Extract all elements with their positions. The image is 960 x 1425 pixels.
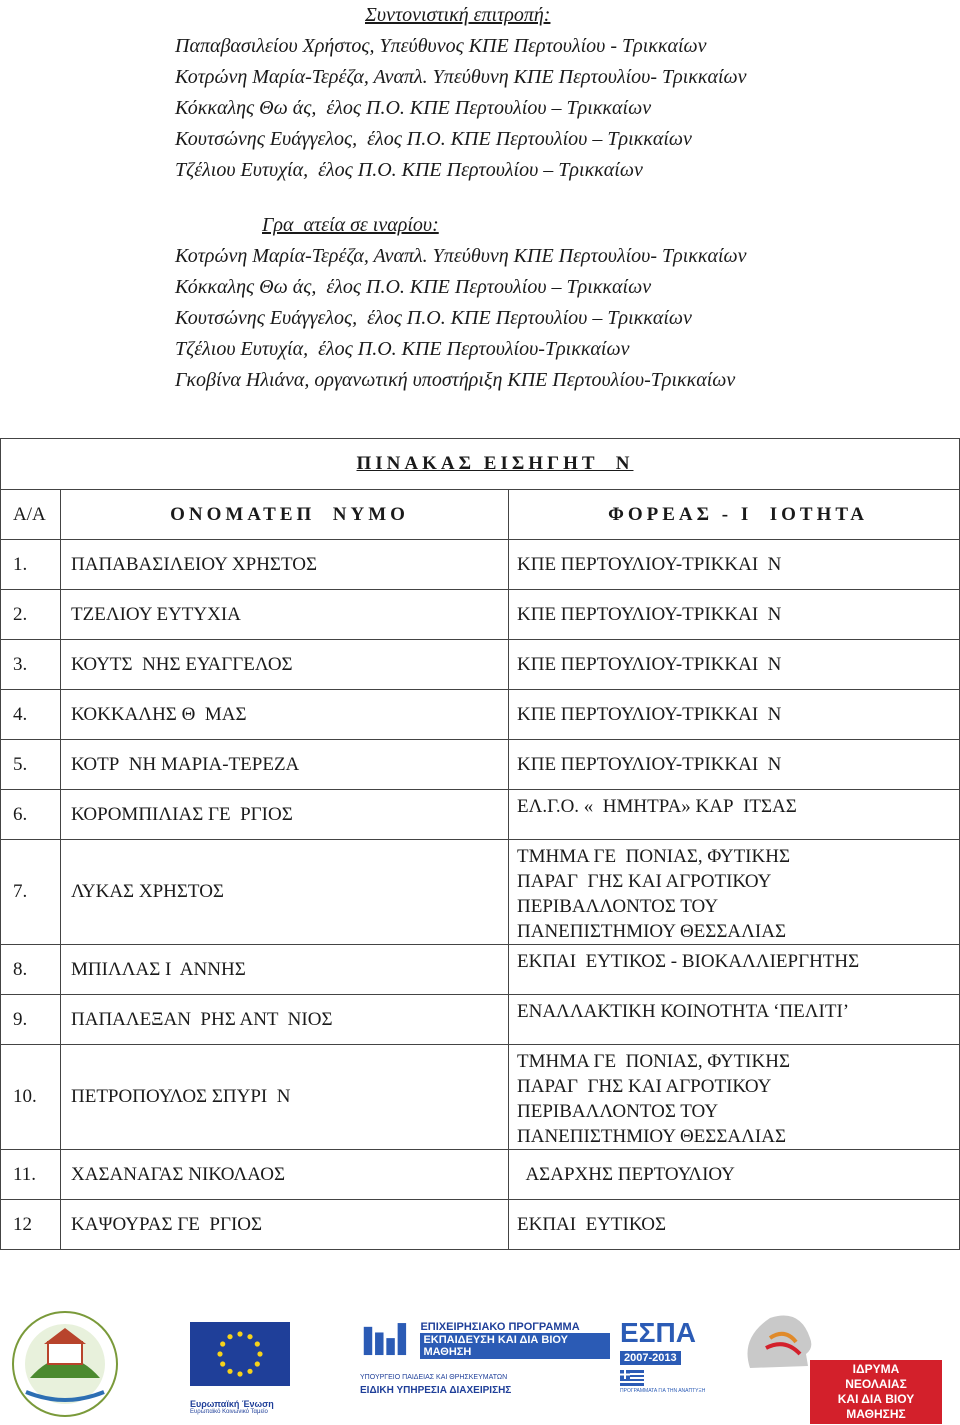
- eu-star-icon: [237, 1331, 242, 1336]
- table-row: [1, 1150, 960, 1200]
- coordination-line: Τζέλιου Ευτυχία, έλος Π.Ο. ΚΠΕ Περτουλίου – Τρικκαίων: [175, 159, 643, 181]
- greek-flag-icon: [620, 1370, 644, 1386]
- header-org: ΦΟΡΕΑΣ - Ι ΙΟΤΗΤΑ: [509, 490, 960, 540]
- row-name: ΚΟΤΡ ΝΗ ΜΑΡΙΑ-ΤΕΡΕΖΑ: [61, 740, 509, 790]
- row-number: 10.: [1, 1045, 61, 1150]
- eu-star-icon: [255, 1341, 260, 1346]
- table-title: ΠΙΝΑΚΑΣ ΕΙΣΗΓΗΤ Ν: [356, 453, 634, 474]
- organization-line: ΕΚΠΑΙ ΕΥΤΙΚΟΣ: [517, 1214, 667, 1235]
- secretariat-heading: Γρα ατεία σε ιναρίου:: [262, 214, 439, 236]
- table-row: [1, 790, 960, 840]
- eu-star-icon: [255, 1361, 260, 1366]
- inedivim-line2: ΝΕΟΛΑΙΑΣ: [845, 1377, 907, 1391]
- table-row: [1, 840, 960, 945]
- organization-line: ΠΑΡΑΓ ΓΗΣ ΚΑΙ ΑΓΡΟΤΙΚΟΥ: [517, 871, 772, 892]
- eu-star-icon: [247, 1369, 252, 1374]
- organization-line: ΚΠΕ ΠΕΡΤΟΥΛΙΟΥ-ΤΡΙΚΚΑΙ Ν: [517, 604, 782, 625]
- row-organization: [509, 995, 960, 1045]
- coordination-line: Κοτρώνη Μαρία-Τερέζα, Αναπλ. Υπεύθυνη ΚΠΕ Περτουλίου- Τρικκαίων: [175, 66, 747, 88]
- row-number: 1.: [1, 540, 61, 590]
- table-row: [1, 690, 960, 740]
- row-number: 11.: [1, 1150, 61, 1200]
- espa-years: 2007-2013: [620, 1351, 681, 1365]
- row-organization: [509, 540, 960, 590]
- eu-flag-logo: [190, 1322, 320, 1422]
- programme-line2: ΕΚΠΑΙΔΕΥΣΗ ΚΑΙ ΔΙΑ ΒΙΟΥ ΜΑΘΗΣΗ: [420, 1333, 610, 1359]
- ministry-line: ΥΠΟΥΡΓΕΙΟ ΠΑΙΔΕΙΑΣ ΚΑΙ ΘΡΗΣΚΕΥΜΑΤΩΝ: [360, 1374, 508, 1381]
- eu-star-icon: [220, 1341, 225, 1346]
- secretariat-line: Κόκκαλης Θω άς, έλος Π.Ο. ΚΠΕ Περτουλίου – Τρικκαίων: [175, 276, 652, 298]
- table-row: [1, 540, 960, 590]
- row-number: 6.: [1, 790, 61, 840]
- table-row: [1, 995, 960, 1045]
- ministry-sub: ΕΙΔΙΚΗ ΥΠΗΡΕΣΙΑ ΔΙΑΧΕΙΡΙΣΗΣ: [360, 1385, 512, 1396]
- secretariat-section: [175, 210, 747, 396]
- logos-strip: [0, 1300, 960, 1425]
- organization-line: ΠΕΡΙΒΑΛΛΟΝΤΟΣ ΤΟΥ: [517, 1101, 719, 1122]
- coordination-line: Κόκκαλης Θω άς, έλος Π.Ο. ΚΠΕ Περτουλίου – Τρικκαίων: [175, 97, 652, 119]
- organization-line: ΠΕΡΙΒΑΛΛΟΝΤΟΣ ΤΟΥ: [517, 896, 719, 917]
- row-organization: [509, 1045, 960, 1150]
- inedivim-logo: [720, 1308, 960, 1423]
- header-name: ΟΝΟΜΑΤΕΠ ΝΥΜΟ: [61, 490, 509, 540]
- row-name: ΚΟΚΚΑΛΗΣ Θ ΜΑΣ: [61, 690, 509, 740]
- eu-star-icon: [220, 1361, 225, 1366]
- row-organization: [509, 945, 960, 995]
- row-organization: [509, 690, 960, 740]
- coordination-line: Παπαβασιλείου Χρήστος, Υπεύθυνος ΚΠΕ Περτουλίου - Τρικκαίων: [175, 35, 707, 57]
- row-name: ΠΕΤΡΟΠΟΥΛΟΣ ΣΠΥΡΙ Ν: [61, 1045, 509, 1150]
- row-name: ΚΟΡΟΜΠΙΛΙΑΣ ΓΕ ΡΓΙΟΣ: [61, 790, 509, 840]
- programme-line1: ΕΠΙΧΕΙΡΗΣΙΑΚΟ ΠΡΟΓΡΑΜΜΑ: [420, 1321, 580, 1333]
- row-organization: [509, 640, 960, 690]
- inedivim-line4: ΜΑΘΗΣΗΣ: [846, 1407, 906, 1421]
- header-num: Α/Α: [1, 490, 61, 540]
- table-header-row: [1, 490, 960, 540]
- eu-star-icon: [217, 1351, 222, 1356]
- organization-line: ΚΠΕ ΠΕΡΤΟΥΛΙΟΥ-ΤΡΙΚΚΑΙ Ν: [517, 654, 782, 675]
- organization-line: ΤΜΗΜΑ ΓΕ ΠΟΝΙΑΣ, ΦΥΤΙΚΗΣ: [517, 846, 791, 867]
- row-organization: [509, 590, 960, 640]
- row-name: ΠΑΠΑΒΑΣΙΛΕΙΟΥ ΧΡΗΣΤΟΣ: [61, 540, 509, 590]
- organization-line: ΤΜΗΜΑ ΓΕ ΠΟΝΙΑΣ, ΦΥΤΙΚΗΣ: [517, 1051, 791, 1072]
- row-number: 3.: [1, 640, 61, 690]
- inedivim-line3: ΚΑΙ ΔΙΑ ΒΙΟΥ: [837, 1392, 915, 1406]
- row-organization: [509, 1150, 960, 1200]
- programme-logo: [360, 1320, 610, 1410]
- organization-line: ΠΑΝΕΠΙΣΤΗΜΙΟΥ ΘΕΣΣΑΛΙΑΣ: [517, 1126, 787, 1147]
- coordination-section: [175, 0, 747, 186]
- row-number: 7.: [1, 840, 61, 945]
- table-row: [1, 1045, 960, 1150]
- row-number: 8.: [1, 945, 61, 995]
- row-organization: [509, 740, 960, 790]
- programme-mark-icon: [360, 1320, 416, 1360]
- row-number: 4.: [1, 690, 61, 740]
- espa-sub: ΠΡΟΓΡΑΜΜΑΤΑ ΓΙΑ ΤΗΝ ΑΝΑΠΤΥΞΗ: [620, 1388, 706, 1394]
- secretariat-line: Γκοβίνα Ηλιάνα, οργανωτική υποστήριξη ΚΠΕ Περτουλίου-Τρικκαίων: [175, 369, 736, 391]
- row-name: ΜΠΙΛΛΑΣ Ι ΑΝΝΗΣ: [61, 945, 509, 995]
- speakers-table: [0, 438, 960, 1250]
- eu-label: Ευρωπαϊκή Ένωση: [190, 1399, 274, 1409]
- secretariat-line: Τζέλιου Ευτυχία, έλος Π.Ο. ΚΠΕ Περτουλίου-Τρικκαίων: [175, 338, 630, 360]
- row-name: ΚΑΨΟΥΡΑΣ ΓΕ ΡΓΙΟΣ: [61, 1200, 509, 1250]
- coordination-heading: Συντονιστική επιτροπή:: [365, 4, 551, 26]
- row-name: ΧΑΣΑΝΑΓΑΣ ΝΙΚΟΛΑΟΣ: [61, 1150, 509, 1200]
- eu-star-icon: [257, 1351, 262, 1356]
- row-organization: [509, 1200, 960, 1250]
- inedivim-line1: ΙΔΡΥΜΑ: [852, 1362, 900, 1376]
- organization-line: ΚΠΕ ΠΕΡΤΟΥΛΙΟΥ-ΤΡΙΚΚΑΙ Ν: [517, 704, 782, 725]
- organization-line: ΕΚΠΑΙ ΕΥΤΙΚΟΣ - ΒΙΟΚΑΛΛΙΕΡΓΗΤΗΣ: [517, 951, 860, 972]
- row-name: ΤΖΕΛΙΟΥ ΕΥΤΥΧΙΑ: [61, 590, 509, 640]
- table-row: [1, 945, 960, 995]
- row-number: 2.: [1, 590, 61, 640]
- row-number: 12: [1, 1200, 61, 1250]
- eu-star-icon: [227, 1369, 232, 1374]
- row-organization: [509, 790, 960, 840]
- table-row: [1, 740, 960, 790]
- table-row: [1, 590, 960, 640]
- espa-text: ΕΣΠΑ: [620, 1317, 696, 1348]
- row-number: 5.: [1, 740, 61, 790]
- eu-star-icon: [247, 1334, 252, 1339]
- secretariat-line: Κοτρώνη Μαρία-Τερέζα, Αναπλ. Υπεύθυνη ΚΠΕ Περτουλίου- Τρικκαίων: [175, 245, 747, 267]
- row-name: ΚΟΥΤΣ ΝΗΣ ΕΥΑΓΓΕΛΟΣ: [61, 640, 509, 690]
- table-row: [1, 640, 960, 690]
- table-row: [1, 1200, 960, 1250]
- organization-line: ΚΠΕ ΠΕΡΤΟΥΛΙΟΥ-ΤΡΙΚΚΑΙ Ν: [517, 554, 782, 575]
- organization-line: ΠΑΡΑΓ ΓΗΣ ΚΑΙ ΑΓΡΟΤΙΚΟΥ: [517, 1076, 772, 1097]
- table-title-cell: [1, 439, 960, 490]
- coordination-line: Κουτσώνης Ευάγγελος, έλος Π.Ο. ΚΠΕ Περτουλίου – Τρικκαίων: [175, 128, 692, 150]
- eu-sub: Ευρωπαϊκό Κοινωνικό Ταμείο: [190, 1409, 268, 1415]
- eu-star-icon: [227, 1334, 232, 1339]
- organization-line: ΠΑΝΕΠΙΣΤΗΜΙΟΥ ΘΕΣΣΑΛΙΑΣ: [517, 921, 787, 942]
- espa-logo: [620, 1318, 712, 1408]
- organization-line: ΕΝΑΛΛΑΚΤΙΚΗ ΚΟΙΝΟΤΗΤΑ ‘ΠΕΛΙΤΙ’: [517, 1001, 850, 1022]
- eu-star-icon: [237, 1371, 242, 1376]
- row-name: ΛΥΚΑΣ ΧΡΗΣΤΟΣ: [61, 840, 509, 945]
- row-name: ΠΑΠΑΛΕΞΑΝ ΡΗΣ ΑΝΤ ΝΙΟΣ: [61, 995, 509, 1045]
- row-organization: [509, 840, 960, 945]
- organization-line: ΑΣΑΡΧΗΣ ΠΕΡΤΟΥΛΙΟΥ: [517, 1164, 735, 1185]
- row-number: 9.: [1, 995, 61, 1045]
- organization-line: ΚΠΕ ΠΕΡΤΟΥΛΙΟΥ-ΤΡΙΚΚΑΙ Ν: [517, 754, 782, 775]
- secretariat-line: Κουτσώνης Ευάγγελος, έλος Π.Ο. ΚΠΕ Περτουλίου – Τρικκαίων: [175, 307, 692, 329]
- organization-line: ΕΛ.Γ.Ο. « ΗΜΗΤΡΑ» ΚΑΡ ΙΤΣΑΣ: [517, 796, 797, 817]
- school-emblem-logo: [6, 1308, 124, 1420]
